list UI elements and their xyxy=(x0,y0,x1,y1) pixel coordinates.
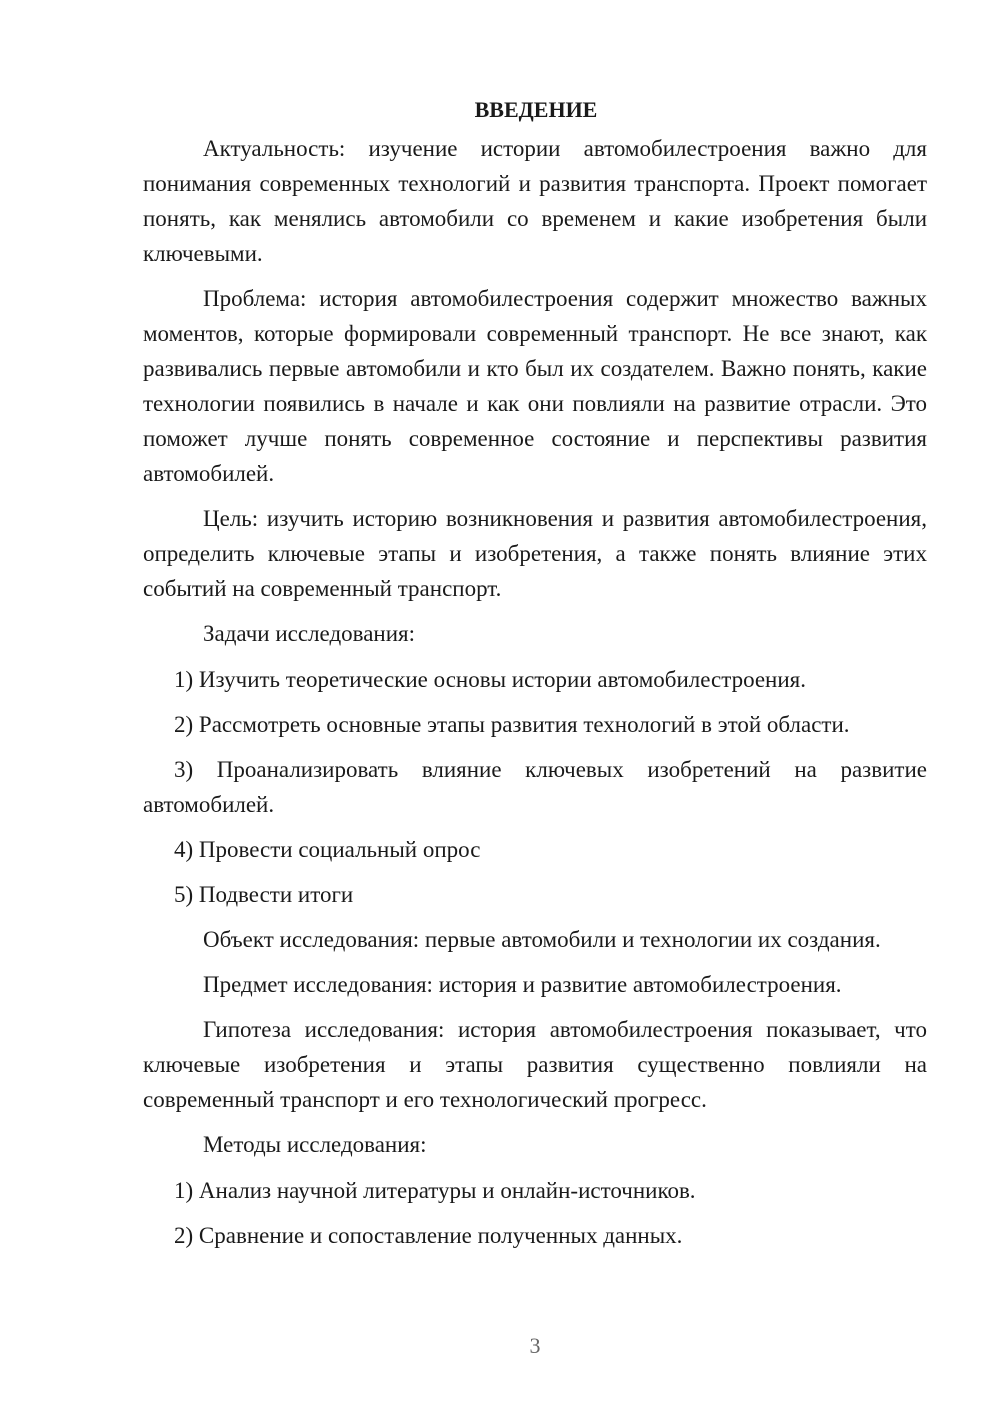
section-title: ВВЕДЕНИЕ xyxy=(474,97,598,122)
problem-paragraph: Проблема: история автомобилестроения содержит множество важных моментов, которые формировали современный транспорт. Не все знают, как развивались первые автомобили и кто был их создателем. Важно понять, какие технологии появились в начале и как они повлияли на развитие отрасли. Это поможет лучше понять современное состояние и перспективы развития автомобилей. xyxy=(143,286,927,486)
hypothesis-paragraph: Гипотеза исследования: история автомобилестроения показывает, что ключевые изобретения и этапы развития существенно повлияли на современный транспорт и его технологический прогресс. xyxy=(143,1017,927,1112)
object-paragraph: Объект исследования: первые автомобили и технологии их создания. xyxy=(203,927,881,952)
task-item-2: 2) Рассмотреть основные этапы развития технологий в этой области. xyxy=(174,712,850,737)
methods-heading: Методы исследования: xyxy=(203,1132,427,1157)
task-item-4: 4) Провести социальный опрос xyxy=(174,837,481,862)
relevance-paragraph: Актуальность: изучение истории автомобилестроения важно для понимания современных технологий и развития транспорта. Проект помогает понять, как менялись автомобили со временем и какие изобретения были ключевыми. xyxy=(143,136,927,266)
method-item-1: 1) Анализ научной литературы и онлайн-источников. xyxy=(174,1178,696,1203)
task-item-5: 5) Подвести итоги xyxy=(174,882,354,907)
task-item-3: 3) Проанализировать влияние ключевых изобретений на развитие автомобилей. xyxy=(143,757,927,817)
page-content xyxy=(143,92,927,1263)
tasks-heading: Задачи исследования: xyxy=(203,621,416,646)
task-item-1: 1) Изучить теоретические основы истории автомобилестроения. xyxy=(174,667,807,692)
goal-paragraph: Цель: изучить историю возникновения и развития автомобилестроения, определить ключевые этапы и изобретения, а также понять влияние этих событий на современный транспорт. xyxy=(143,506,927,601)
subject-paragraph: Предмет исследования: история и развитие автомобилестроения. xyxy=(203,972,842,997)
page-number: 3 xyxy=(529,1333,541,1358)
method-item-2: 2) Сравнение и сопоставление полученных данных. xyxy=(174,1223,683,1248)
